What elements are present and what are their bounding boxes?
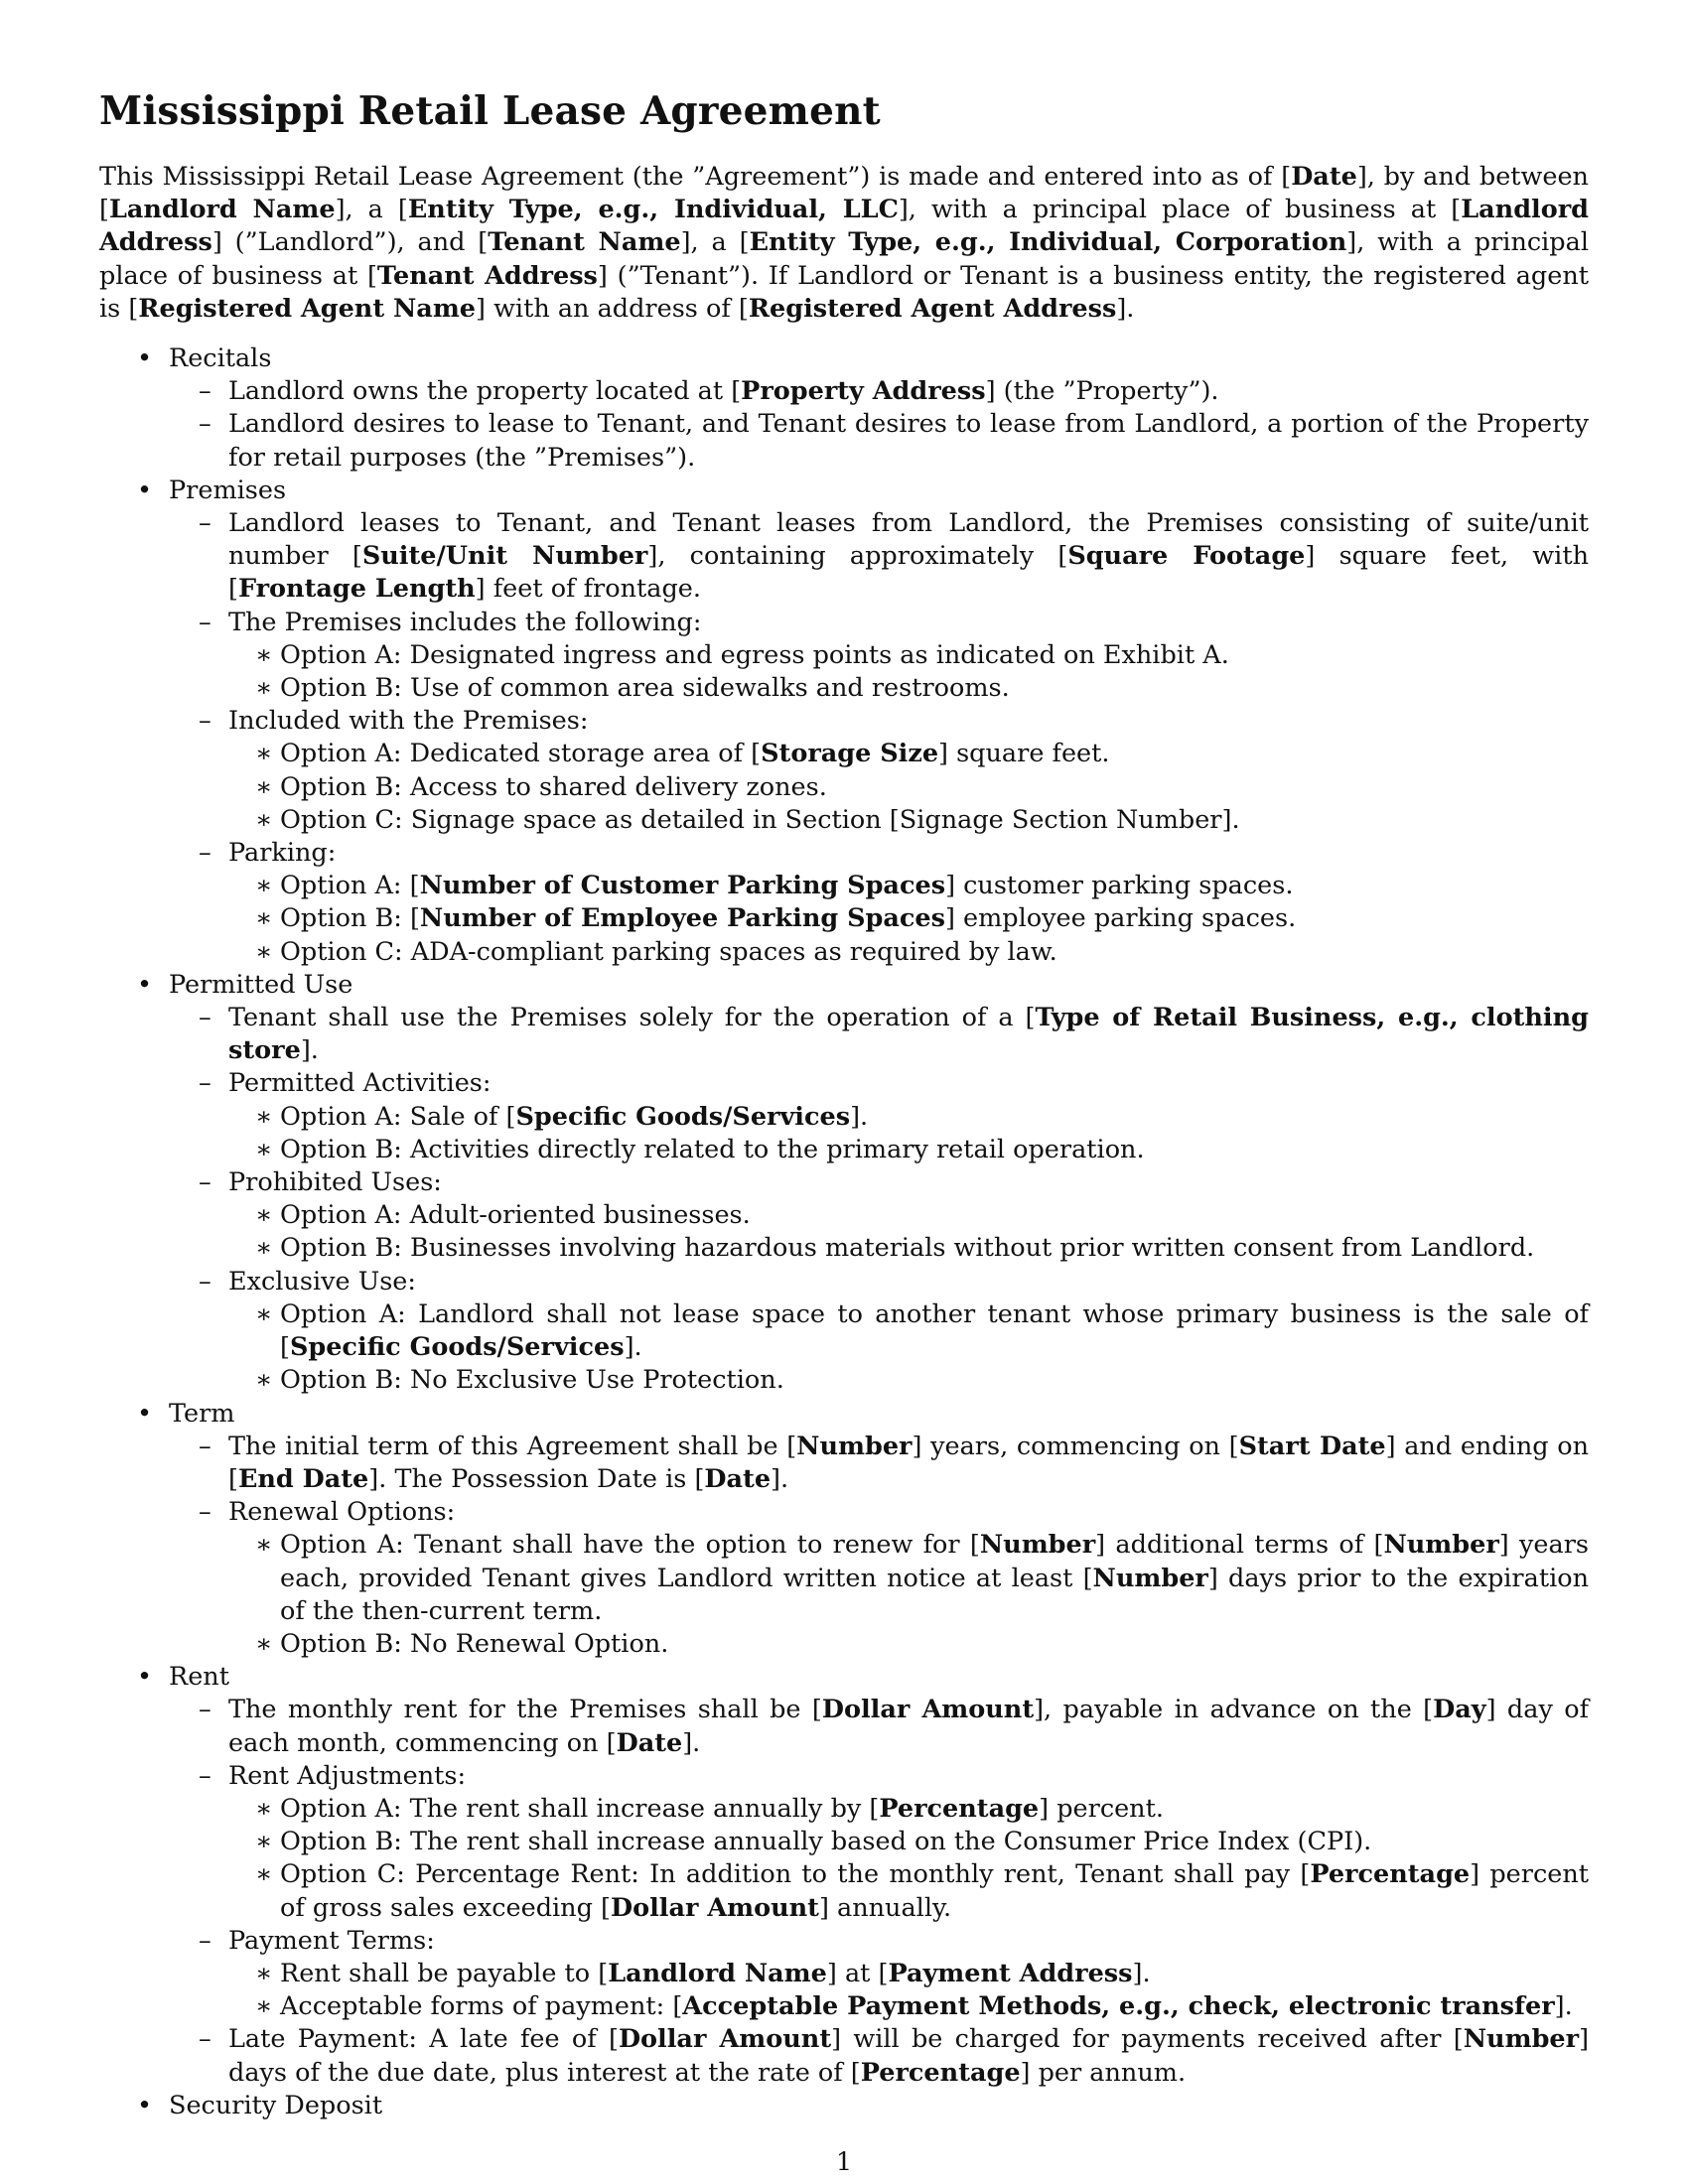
text-run: Late Payment: A late fee of [ [228,2024,619,2055]
placeholder-field: Day [1433,1695,1486,1725]
section-heading: Security Deposit [169,2090,383,2120]
text-run: Option A: The rent shall increase annually by [ [280,1793,880,1824]
text-run: ] employee parking spaces. [944,903,1297,934]
asterisk-icon: ∗ [255,1958,273,1988]
text-run: Exclusive Use: [228,1266,416,1297]
text-run: ] additional terms of [ [1095,1530,1384,1561]
text-run: Option B: The rent shall increase annually based on the Consumer Price Index (CPI). [280,1827,1372,1857]
text-run: Prohibited Uses: [228,1167,442,1198]
option-item [228,1628,1589,1661]
text-run: ] percent of gross sales exceeding [ [280,1859,1590,1923]
option-text [280,804,1589,837]
dash-icon: – [199,1497,211,1528]
placeholder-field: Suite/Unit Number [361,541,648,572]
text-run: Option B: [ [280,903,420,934]
text-run: ] at [ [826,1958,889,1988]
option-text [280,1364,1589,1397]
text-run: ] (”Tenant”). If Landlord or Tenant is a business entity, the registered agent is [ [99,260,1589,324]
document-outline [99,342,1589,2122]
text-run: The Premises includes the following: [228,607,702,637]
asterisk-icon: ∗ [255,1628,273,1659]
text-run: ] days prior to the expiration of the then-current term. [280,1563,1590,1626]
option-text [280,771,1589,804]
asterisk-icon: ∗ [255,1991,273,2022]
bullet-icon: • [137,969,153,1000]
text-run: Option A: Adult-oriented businesses. [280,1200,751,1231]
dash-icon: – [199,1760,211,1791]
option-text [280,1990,1589,2023]
clause-item [169,375,1589,408]
text-run: Option C: ADA-compliant parking spaces as required by law. [280,936,1057,967]
text-run: Option A: Sale of [ [280,1101,516,1132]
placeholder-field: Start Date [1238,1431,1386,1461]
section-heading: Term [169,1398,235,1429]
section-item [99,1398,1589,1662]
option-text [280,1858,1589,1924]
option-item [228,1101,1589,1134]
text-run: ]. [1554,1991,1573,2022]
text-run: ] (the ”Property”). [985,376,1219,407]
placeholder-field: Dollar Amount [618,2024,832,2055]
placeholder-field: Registered Agent Name [138,293,477,324]
option-list [228,870,1589,969]
option-text [280,936,1589,969]
section-heading: Recitals [169,343,272,373]
dash-icon: – [199,508,211,539]
section-heading: Premises [169,475,287,505]
option-item [228,936,1589,969]
text-run: Option B: Businesses involving hazardous materials without prior written consent from Landlord. [280,1233,1535,1264]
placeholder-field: Number of Employee Parking Spaces [419,903,945,934]
asterisk-icon: ∗ [255,1530,273,1561]
text-run: Option C: Signage space as detailed in Section [Signage Section Number]. [280,804,1240,835]
dash-icon: – [199,1925,211,1956]
text-run: ] years, commencing on [ [912,1431,1239,1461]
clause-text [228,837,1589,870]
placeholder-field: Registered Agent Address [748,293,1117,324]
page-number: 1 [835,2147,853,2177]
placeholder-field: Number [1463,2024,1580,2055]
text-run: ] with an address of [ [476,293,749,324]
text-run: ], with a principal place of business at [ [99,227,1589,291]
clause-text [228,375,1589,408]
text-run: ], with a principal place of business at [ [898,195,1462,225]
placeholder-field: Dollar Amount [610,1892,819,1923]
option-list [228,1793,1589,1925]
text-run: Tenant shall use the Premises solely for the operation of a [ [228,1003,1036,1033]
text-run: ], containing approximately [ [647,541,1068,572]
intro-paragraph [99,161,1589,326]
placeholder-field: Number of Customer Parking Spaces [419,871,946,901]
option-text [280,1134,1589,1166]
text-run: ]. [1116,293,1135,324]
placeholder-field: Specific Goods/Services [515,1101,851,1132]
text-run: Option B: No Renewal Option. [280,1628,669,1659]
clause-text [228,1266,1589,1298]
option-item [228,1199,1589,1232]
text-run: Landlord owns the property located at [ [228,376,742,407]
asterisk-icon: ∗ [255,1233,273,1264]
clause-list [169,1002,1589,1397]
placeholder-field: Landlord Name [608,1958,827,1988]
clause-item [169,705,1589,837]
clause-text [228,1002,1589,1067]
clause-item [169,2023,1589,2089]
option-item [228,870,1589,902]
option-item [228,902,1589,935]
clause-item [169,507,1589,607]
option-text [280,1529,1589,1628]
text-run: ]. [624,1332,642,1363]
option-text [280,738,1589,770]
clause-item [169,1760,1589,1925]
option-text [280,1199,1589,1232]
clause-item [169,1166,1589,1266]
asterisk-icon: ∗ [255,739,273,769]
text-run: Parking: [228,838,337,869]
document-title: Mississippi Retail Lease Agreement [99,88,881,134]
placeholder-field: Entity Type, e.g., Individual, Corporation [749,227,1347,258]
section-item [99,1661,1589,2090]
option-item [228,771,1589,804]
clause-text [228,507,1589,607]
text-run: Landlord desires to lease to Tenant, and Tenant desires to lease from Landlord, a portion of the Property for retail purposes (the ”Premises”). [228,409,1589,473]
placeholder-field: Tenant Address [376,260,598,291]
text-run: Rent shall be payable to [ [280,1958,609,1988]
option-text [280,639,1589,672]
placeholder-field: Specific Goods/Services [289,1332,625,1363]
text-run: Option A: [ [280,871,420,901]
section-item [99,342,1589,475]
dash-icon: – [199,1266,211,1297]
asterisk-icon: ∗ [255,1101,273,1132]
option-list [228,1199,1589,1265]
asterisk-icon: ∗ [255,1793,273,1824]
clause-item [169,1002,1589,1067]
asterisk-icon: ∗ [255,639,273,670]
clause-text [228,607,1589,639]
section-heading: Rent [169,1662,229,1693]
option-list [228,639,1589,705]
clause-text [228,2023,1589,2089]
text-run: ] annually. [818,1892,952,1923]
document-page [99,0,1589,2184]
text-run: Option B: Use of common area sidewalks and restrooms. [280,673,1010,704]
text-run: Rent Adjustments: [228,1760,467,1791]
dash-icon: – [199,607,211,637]
option-text [280,1298,1589,1364]
option-item [228,1232,1589,1265]
placeholder-field: Date [704,1463,772,1494]
clause-list [169,375,1589,475]
placeholder-field: Landlord Name [108,195,336,225]
option-list [228,1529,1589,1661]
bullet-icon: • [137,343,153,373]
option-item [228,1298,1589,1364]
option-item [228,1529,1589,1628]
asterisk-icon: ∗ [255,936,273,967]
option-text [280,1826,1589,1858]
text-run: ] square feet, with [ [228,541,1589,605]
option-item [228,1990,1589,2023]
text-run: ] percent. [1039,1793,1164,1824]
option-list [228,738,1589,837]
text-run: ] years each, provided Tenant gives Landlord written notice at least [ [280,1530,1589,1593]
text-run: Option B: Activities directly related to the primary retail operation. [280,1134,1145,1164]
asterisk-icon: ∗ [255,871,273,901]
dash-icon: – [199,1003,211,1033]
text-run: Option C: Percentage Rent: In addition to the monthly rent, Tenant shall pay [ [280,1859,1311,1890]
clause-list [169,1694,1589,2089]
text-run: ], payable in advance on the [ [1034,1695,1434,1725]
placeholder-field: Entity Type, e.g., Individual, LLC [407,195,899,225]
option-text [280,870,1589,902]
placeholder-field: Number [1092,1563,1208,1593]
option-text [280,1793,1589,1826]
option-list [228,1101,1589,1166]
text-run: ] day of each month, commencing on [ [228,1695,1590,1758]
placeholder-field: Number [979,1530,1096,1561]
placeholder-field: Date [616,1727,683,1758]
dash-icon: – [199,838,211,869]
clause-text [228,1067,1589,1100]
clause-item [169,607,1589,706]
text-run: ] per annum. [1020,2057,1187,2088]
text-run: The monthly rent for the Premises shall be [ [228,1695,822,1725]
asterisk-icon: ∗ [255,1134,273,1164]
text-run: The initial term of this Agreement shall be [ [228,1431,797,1461]
option-item [228,1134,1589,1166]
clause-text [228,1694,1589,1759]
option-text [280,902,1589,935]
dash-icon: – [199,1431,211,1461]
clause-text [228,1166,1589,1199]
clause-item [169,1266,1589,1398]
option-item [228,1826,1589,1858]
text-run: Option B: No Exclusive Use Protection. [280,1365,784,1396]
text-run: ], a [ [335,195,408,225]
asterisk-icon: ∗ [255,1365,273,1396]
text-run: ]. [682,1727,701,1758]
option-text [280,672,1589,705]
text-run: This Mississippi Retail Lease Agreement (the ”Agreement”) is made and entered into as of [ [99,162,1292,192]
clause-text [228,1760,1589,1793]
text-run: ], by and between [ [99,162,1589,225]
section-item [99,475,1589,969]
clause-list [169,1431,1589,1661]
placeholder-field: Number [1383,1530,1499,1561]
text-run: Acceptable forms of payment: [ [280,1991,683,2022]
text-run: Permitted Activities: [228,1068,492,1099]
text-run: ]. [1132,1958,1151,1988]
option-item [228,639,1589,672]
text-run: Renewal Options: [228,1497,456,1528]
option-item [228,1858,1589,1924]
clause-item [169,1925,1589,2024]
text-run: ] and ending on [ [228,1431,1590,1494]
option-item [228,672,1589,705]
option-text [280,1101,1589,1134]
asterisk-icon: ∗ [255,1859,273,1890]
clause-text [228,1496,1589,1529]
text-run: ] feet of frontage. [475,574,701,605]
option-item [228,1793,1589,1826]
option-list [228,1958,1589,2023]
option-text [280,1958,1589,1990]
placeholder-field: Square Footage [1067,541,1306,572]
text-run: Payment Terms: [228,1925,435,1956]
asterisk-icon: ∗ [255,1827,273,1857]
option-item [228,804,1589,837]
text-run: ] square feet. [938,739,1110,769]
clause-item [169,1496,1589,1661]
clause-text [228,1431,1589,1496]
bullet-icon: • [137,1398,153,1429]
dash-icon: – [199,1695,211,1725]
option-list [228,1298,1589,1398]
placeholder-field: Storage Size [761,739,939,769]
placeholder-field: Percentage [879,1793,1040,1824]
text-run: ], a [ [680,227,750,258]
placeholder-field: Payment Address [888,1958,1133,1988]
placeholder-field: Tenant Name [488,227,681,258]
clause-item [169,1694,1589,1759]
placeholder-field: Number [796,1431,913,1461]
placeholder-field: Landlord Address [99,195,1589,258]
asterisk-icon: ∗ [255,903,273,934]
placeholder-field: Acceptable Payment Methods, e.g., check, electronic transfer [682,1991,1555,2022]
asterisk-icon: ∗ [255,673,273,704]
dash-icon: – [199,706,211,737]
text-run: Included with the Premises: [228,706,589,737]
section-item [99,969,1589,1398]
text-run: Landlord leases to Tenant, and Tenant leases from Landlord, the Premises consisting of suite/unit number [ [228,508,1589,572]
section-heading: Permitted Use [169,969,353,1000]
text-run: ] will be charged for payments received after [ [831,2024,1464,2055]
asterisk-icon: ∗ [255,771,273,802]
dash-icon: – [199,376,211,407]
dash-icon: – [199,1167,211,1198]
text-run: ] days of the due date, plus interest at the rate of [ [228,2024,1590,2088]
text-run: ] customer parking spaces. [945,871,1294,901]
section-list [99,342,1589,2122]
text-run: Option A: Dedicated storage area of [ [280,739,762,769]
bullet-icon: • [137,2090,153,2120]
placeholder-field: Frontage Length [237,574,476,605]
dash-icon: – [199,2024,211,2055]
placeholder-field: Percentage [860,2057,1021,2088]
section-item [99,2090,1589,2122]
clause-item [169,1067,1589,1166]
clause-item [169,1431,1589,1496]
option-item [228,738,1589,770]
clause-text [228,705,1589,738]
text-run: ]. [300,1035,319,1066]
bullet-icon: • [137,475,153,505]
text-run: Option B: Access to shared delivery zones. [280,771,827,802]
dash-icon: – [199,409,211,440]
clause-text [228,408,1589,474]
placeholder-field: Type of Retail Business, e.g., clothing store [228,1003,1589,1066]
clause-text [228,1925,1589,1958]
asterisk-icon: ∗ [255,1298,273,1329]
option-item [228,1958,1589,1990]
text-run: ] (”Landlord”), and [ [211,227,489,258]
asterisk-icon: ∗ [255,804,273,835]
option-text [280,1628,1589,1661]
text-run: ]. [850,1101,869,1132]
text-run: Option A: Designated ingress and egress points as indicated on Exhibit A. [280,639,1229,670]
clause-item [169,408,1589,474]
dash-icon: – [199,1068,211,1099]
placeholder-field: Percentage [1310,1859,1471,1890]
placeholder-field: Property Address [741,376,986,407]
clause-item [169,837,1589,969]
placeholder-field: Dollar Amount [821,1695,1035,1725]
text-run: ]. The Possession Date is [ [368,1463,705,1494]
option-item [228,1364,1589,1397]
clause-list [169,507,1589,969]
asterisk-icon: ∗ [255,1200,273,1231]
text-run: Option A: Tenant shall have the option to renew for [ [280,1530,980,1561]
text-run: ]. [771,1463,789,1494]
bullet-icon: • [137,1662,153,1693]
text-run: Option A: Landlord shall not lease space to another tenant whose primary business is the sale of [ [280,1298,1589,1363]
option-text [280,1232,1589,1265]
placeholder-field: End Date [237,1463,369,1494]
placeholder-field: Date [1291,162,1357,192]
